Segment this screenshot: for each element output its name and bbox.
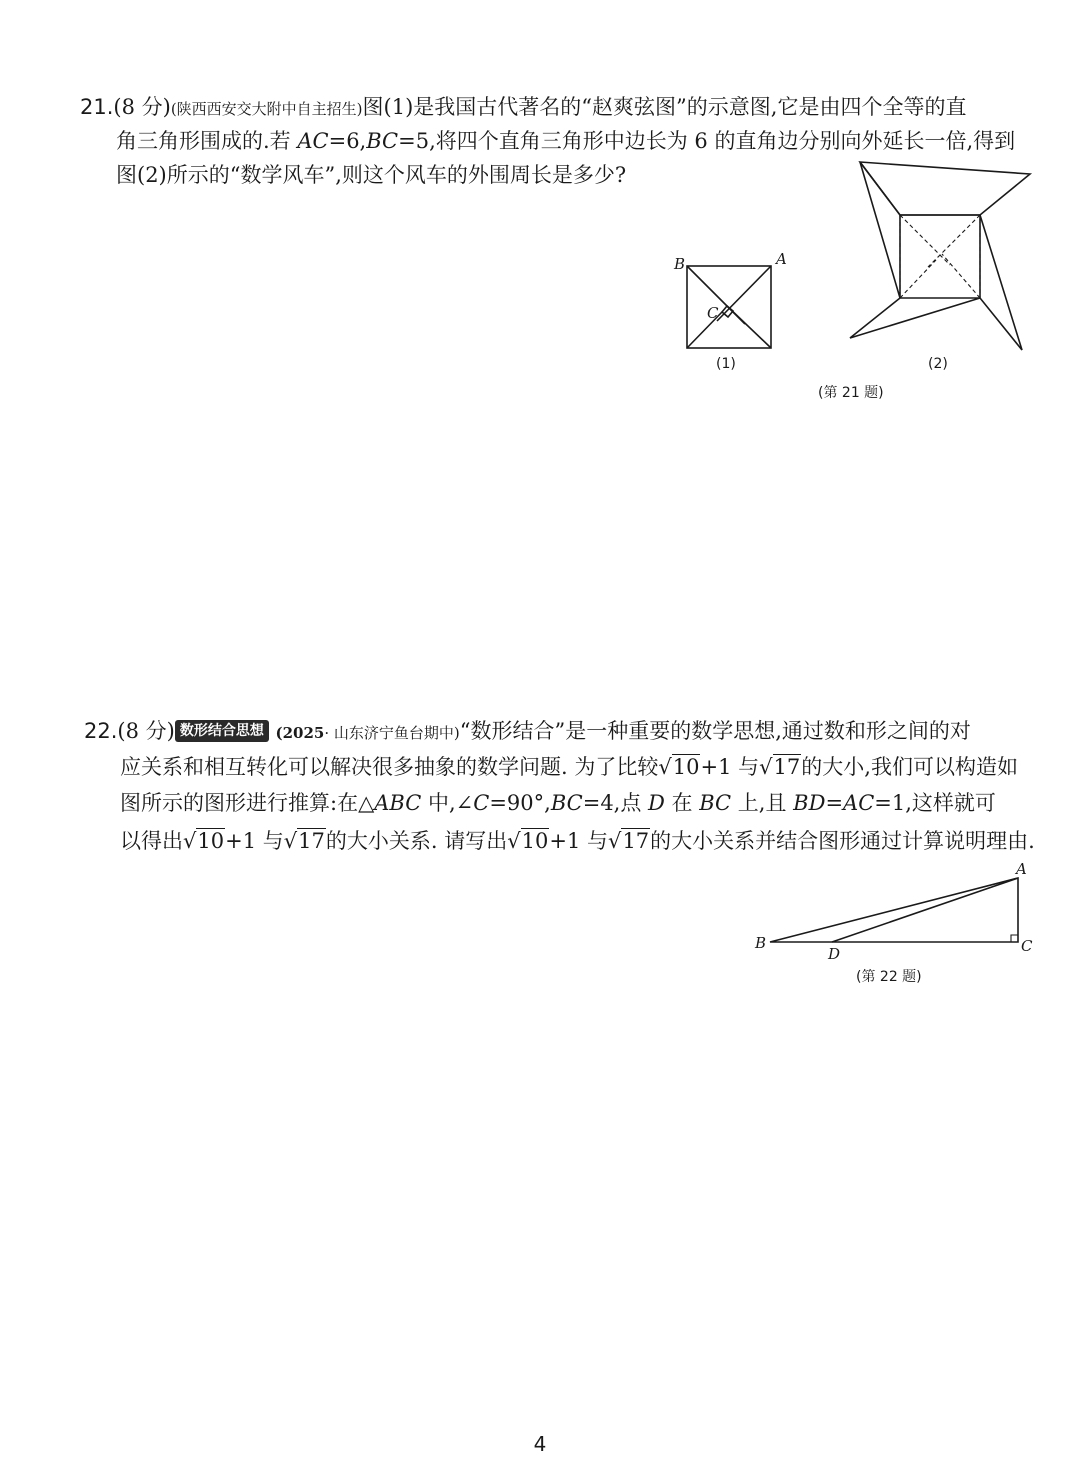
problem-22-line-3 (120, 788, 996, 818)
problem-22-score: (8 分) (117, 719, 175, 743)
label-a: A (776, 250, 787, 268)
var-bc: BC (366, 129, 399, 153)
sqrt-17: √17 (608, 829, 650, 853)
radicand: 17 (773, 755, 801, 779)
label-c: C (1021, 937, 1033, 955)
dashed-line (900, 260, 936, 298)
problem-21-line-3 (116, 160, 626, 190)
dashed-line (900, 215, 950, 265)
radicand: 10 (672, 755, 700, 779)
problem-22-line-2 (120, 752, 1018, 782)
problem-21-text-3: 图(2)所示的“数学风车”,则这个风车的外围周长是多少? (116, 163, 627, 187)
figure-22 (760, 870, 1030, 950)
plus-one: +1 (549, 829, 581, 853)
text: =1,这样就可 (874, 791, 996, 815)
problem-22-line-1 (84, 716, 971, 748)
problem-21-source: (陕西西安交大附中自主招生) (170, 100, 363, 118)
dashed-line (942, 254, 980, 298)
text: =4,点 (582, 791, 649, 815)
and-text: 与 (256, 829, 284, 853)
problem-22-number: 22. (84, 719, 118, 743)
sqrt-17: √17 (283, 829, 325, 853)
text: 上,且 (731, 791, 794, 815)
problem-22-line-4 (120, 826, 1035, 856)
figure-22-caption: (第 22 题) (856, 969, 922, 985)
var-bc: BC (699, 791, 732, 815)
problem-22-text-3a: 图所示的图形进行推算:在△ (120, 791, 375, 815)
and-text: 与 (731, 755, 760, 779)
text: 的大小关系并结合图形通过计算说明理由. (650, 829, 1035, 853)
var-d: D (648, 791, 665, 815)
label-a: A (1016, 860, 1027, 878)
label-b: B (755, 934, 767, 952)
right-angle-mark (1011, 935, 1018, 942)
text: 在 (664, 791, 700, 815)
and-text: 与 (580, 829, 609, 853)
problem-21-text-2b: =6, (328, 129, 367, 153)
problem-21-line-2 (116, 126, 1015, 156)
radicand: 17 (298, 829, 325, 853)
radicand: 10 (197, 829, 225, 853)
source-rest: · 山东济宁鱼台期中) (324, 724, 460, 742)
page-number: 4 (533, 1432, 547, 1456)
source-year: (2025 (275, 724, 325, 742)
text: 以得出 (120, 829, 183, 853)
sqrt-10: √10 (183, 829, 225, 853)
hypotenuse-line (717, 266, 771, 321)
problem-22-text-2a: 应关系和相互转化可以解决很多抽象的数学问题. 为了比较 (120, 755, 659, 779)
problem-21-text-2a: 角三角形围成的.若 (116, 129, 298, 153)
triangle-abc (770, 878, 1018, 942)
sqrt-10: √10 (658, 755, 700, 779)
label-c: C (707, 304, 719, 322)
var-bc: BC (550, 791, 583, 815)
windmill-blade (860, 162, 900, 298)
text: 中,∠ (421, 791, 474, 815)
plus-one: +1 (225, 829, 257, 853)
figure-2-caption: (2) (928, 356, 948, 372)
figure-21-2 (840, 160, 1040, 355)
sqrt-10: √10 (507, 829, 549, 853)
label-b: B (674, 255, 686, 273)
problem-21-text-1: 图(1)是我国古代著名的“赵爽弦图”的示意图,它是由四个全等的直 (362, 95, 967, 119)
var-bd: BD (793, 791, 826, 815)
windmill-blade (850, 298, 980, 338)
problem-21-line-1 (80, 92, 966, 124)
var-ac: AC (843, 791, 875, 815)
text: 的大小关系. 请写出 (325, 829, 508, 853)
problem-21-number: 21. (80, 95, 114, 119)
var-abc: ABC (374, 791, 422, 815)
problem-21-text-2c: =5,将四个直角三角形中边长为 6 的直角边分别向外延长一倍,得到 (398, 129, 1016, 153)
problem-22-text-1: “数形结合”是一种重要的数学思想,通过数和形之间的对 (459, 719, 971, 743)
text: =90°, (489, 791, 551, 815)
text: = (825, 791, 844, 815)
windmill-blade (860, 162, 1030, 215)
plus-one: +1 (700, 755, 732, 779)
method-tag: 数形结合思想 (175, 720, 269, 742)
hypotenuse-line (727, 306, 771, 348)
var-ac: AC (297, 129, 329, 153)
segment-ad (832, 878, 1018, 942)
figure-21-caption: (第 21 题) (818, 385, 884, 401)
problem-21-score: (8 分) (113, 95, 171, 119)
dashed-line (928, 215, 980, 267)
var-c: C (473, 791, 490, 815)
label-d: D (828, 945, 841, 963)
radicand: 17 (622, 829, 650, 853)
radicand: 10 (521, 829, 549, 853)
sqrt-17: √17 (759, 755, 801, 779)
figure-1-caption: (1) (716, 356, 736, 372)
problem-22-text-2b: 的大小,我们可以构造如 (801, 755, 1018, 779)
windmill-blade (980, 215, 1022, 350)
